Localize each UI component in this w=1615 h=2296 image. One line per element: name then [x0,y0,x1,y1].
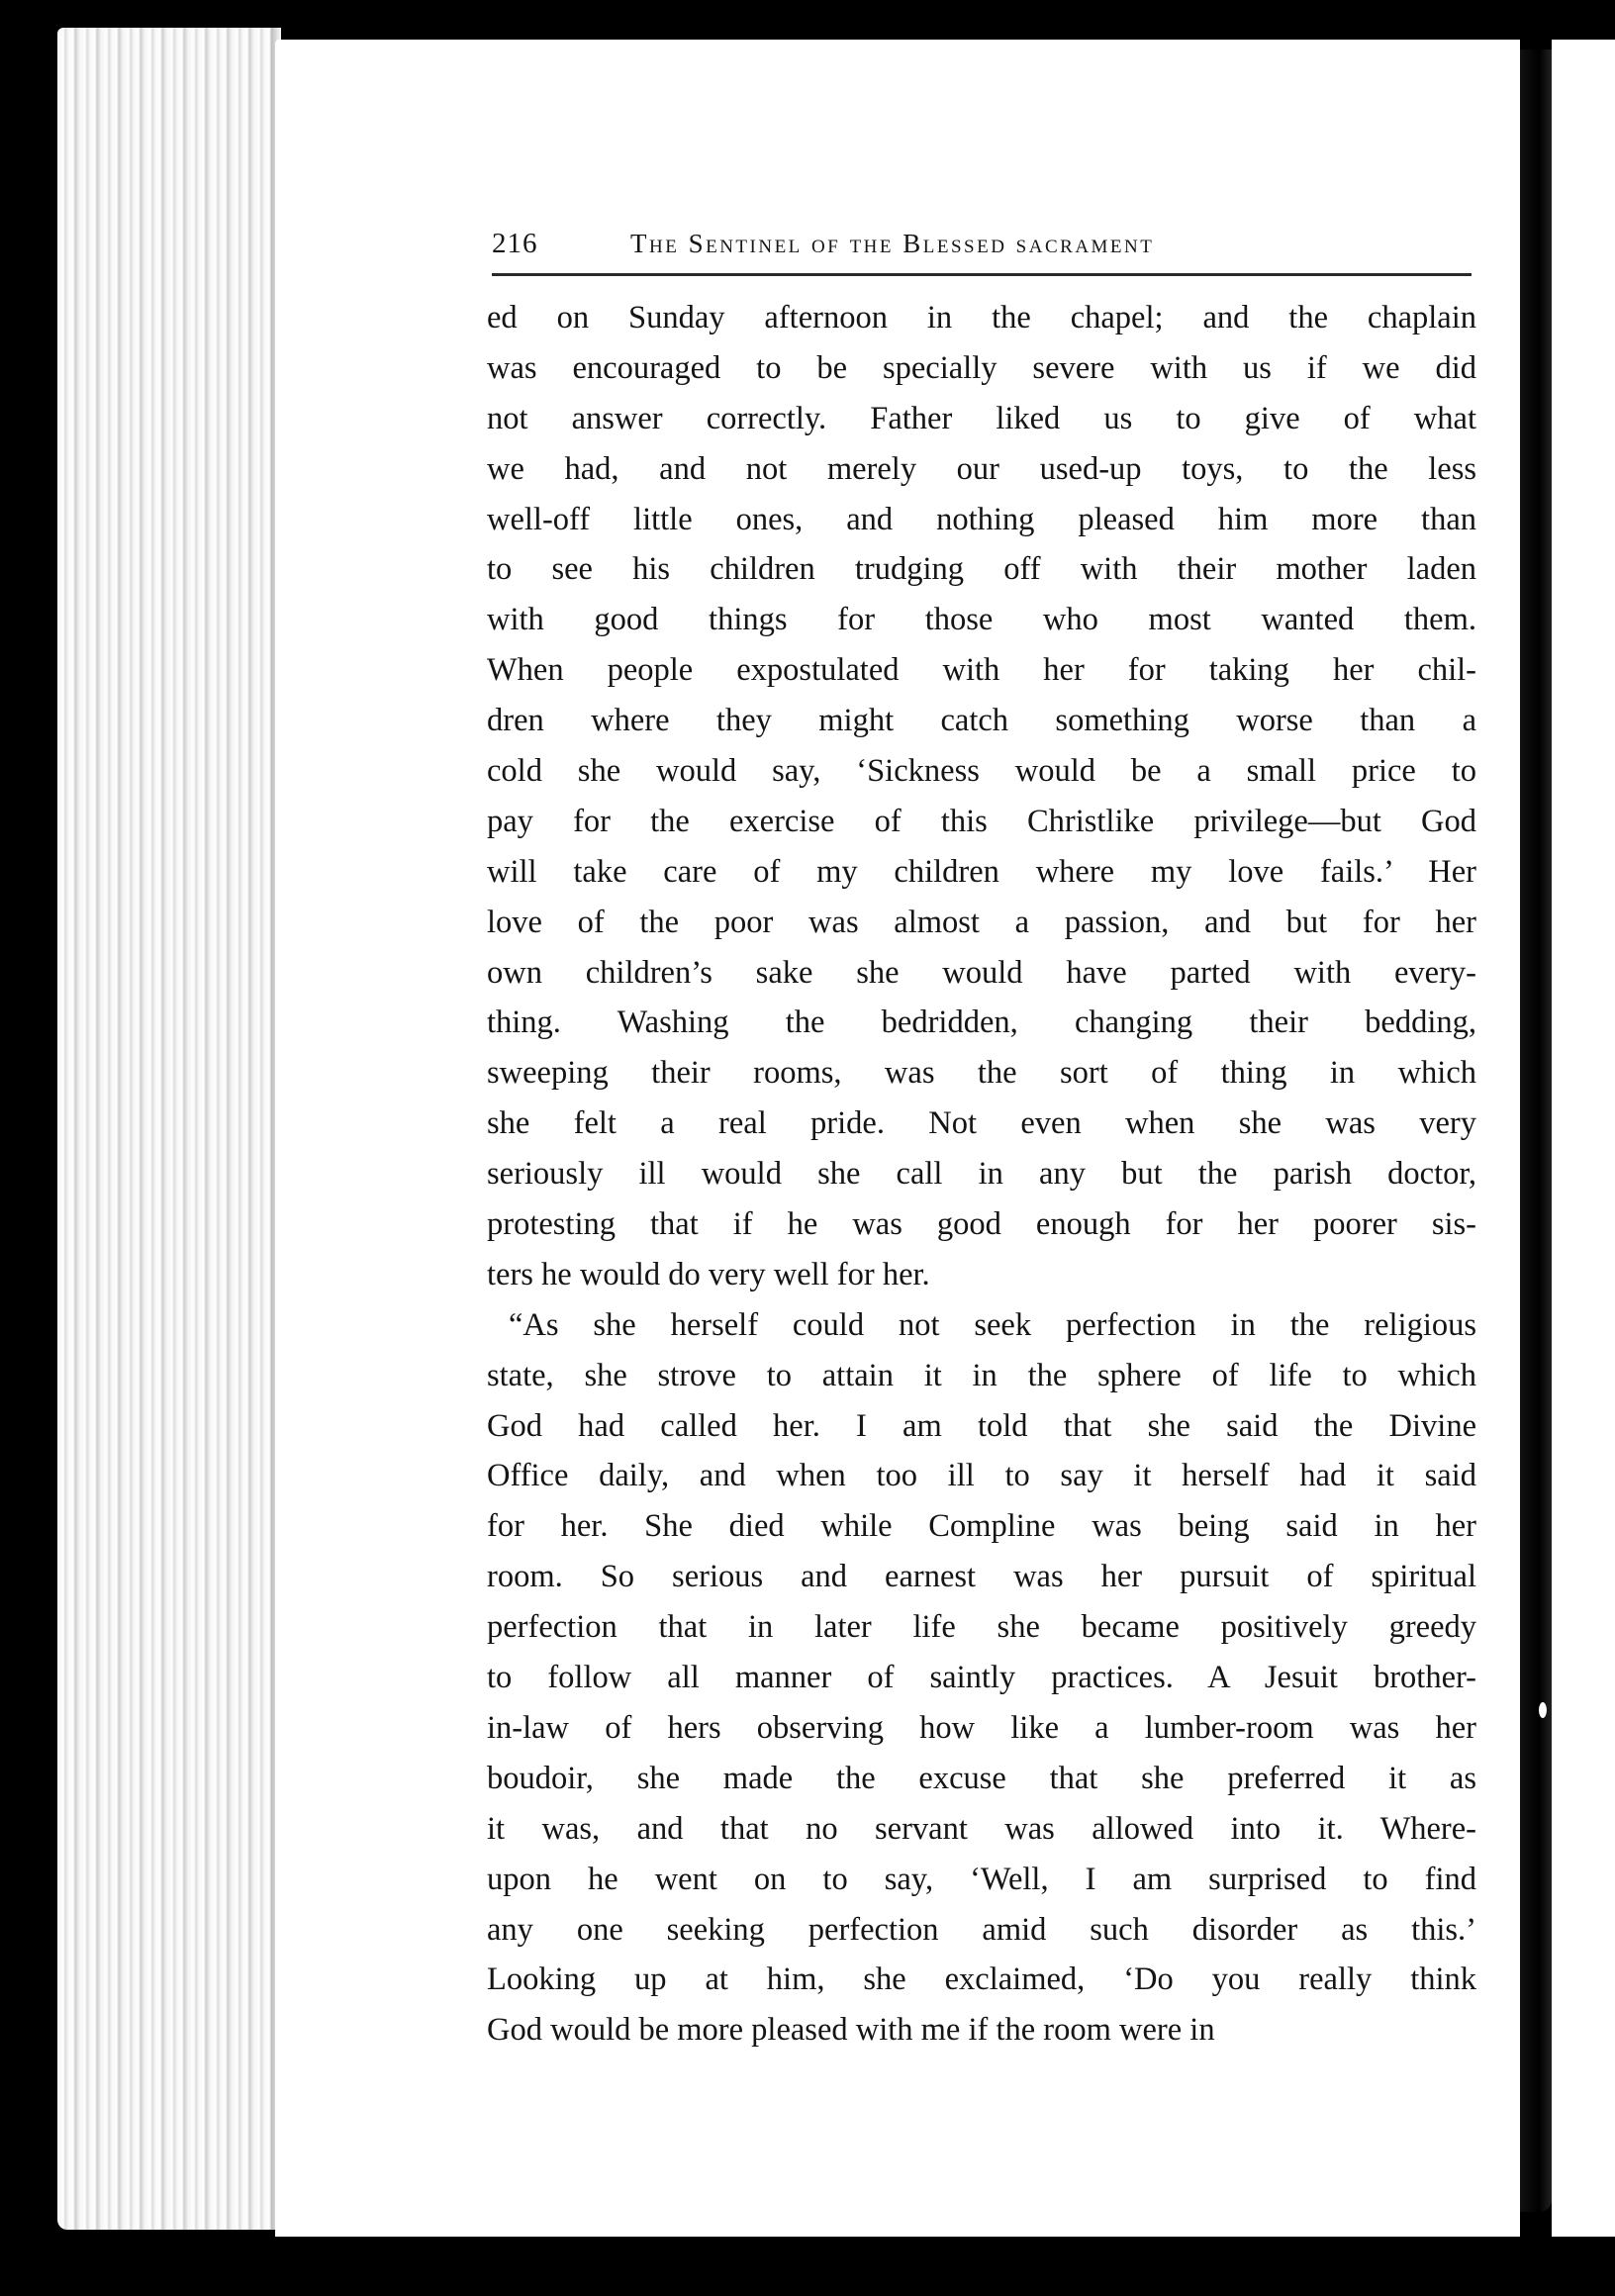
paragraph [487,1300,1476,2056]
text-line: protesting that if he was good enough for her poorer sis- [487,1206,1476,1243]
text-line: it was, and that no servant was allowed into it. Where- [487,1810,1476,1847]
text-line: thing. Washing the bedridden, changing their bedding, [487,1004,1476,1041]
page-header [492,228,1481,271]
page-number: 216 [492,228,538,259]
text-line: dren where they might catch something worse than a [487,703,1476,739]
text-line: will take care of my children where my love fails.’ Her [487,853,1476,890]
text-line: cold she would say, ‘Sickness would be a small price to [487,753,1476,790]
text-line: any one seeking perfection amid such disorder as this.’ [487,1911,1476,1948]
text-line: love of the poor was almost a passion, and but for her [487,904,1476,940]
running-head: The Sentinel of the Blessed sacrament [630,229,1155,258]
text-line: with good things for those who most wanted them. [487,602,1476,638]
text-line: she felt a real pride. Not even when she was very [487,1105,1476,1142]
text-line: to see his children trudging off with their mother laden [487,551,1476,588]
text-line: pay for the exercise of this Christlike privilege—but God [487,803,1476,839]
text-line: “As she herself could not seek perfection in the religious [509,1306,1476,1343]
text-line: we had, and not merely our used-up toys, to the less [487,450,1476,487]
gutter-shadow [1520,49,1552,2212]
text-line: God had called her. I am told that she said the Divine [487,1407,1476,1444]
text-line: When people expostulated with her for taking her chil- [487,652,1476,689]
header-rule [492,273,1472,276]
body-text [487,293,1476,2056]
text-line: room. So serious and earnest was her pursuit of spiritual [487,1559,1476,1595]
text-line: in-law of hers observing how like a lumber-room was her [487,1709,1476,1746]
scan-speck [1539,1702,1547,1718]
text-line: ters he would do very well for her. [487,1256,930,1292]
text-line: perfection that in later life she became positively greedy [487,1609,1476,1646]
text-line: Looking up at him, she exclaimed, ‘Do you really think [487,1961,1476,1998]
text-line: seriously ill would she call in any but the parish doctor, [487,1156,1476,1193]
text-line: state, she strove to attain it in the sphere of life to which [487,1357,1476,1393]
paragraph [487,293,1476,1300]
text-line: well-off little ones, and nothing pleased him more than [487,501,1476,537]
text-line: not answer correctly. Father liked us to give of what [487,400,1476,436]
text-line: Office daily, and when too ill to say it herself had it said [487,1458,1476,1494]
text-line: for her. She died while Compline was being said in her [487,1508,1476,1545]
facing-page-edge [1552,40,1615,2237]
text-line: upon he went on to say, ‘Well, I am surprised to find [487,1861,1476,1897]
text-line: to follow all manner of saintly practices. A Jesuit brother- [487,1660,1476,1696]
text-line: God would be more pleased with me if the room were in [487,2012,1215,2049]
text-line: boudoir, she made the excuse that she preferred it as [487,1760,1476,1796]
text-line: sweeping their rooms, was the sort of thing in which [487,1055,1476,1092]
text-line: was encouraged to be specially severe with us if we did [487,349,1476,386]
text-line: own children’s sake she would have parted with every- [487,954,1476,991]
book-page-edges [57,28,275,2230]
text-line: ed on Sunday afternoon in the chapel; and the chaplain [487,300,1476,335]
